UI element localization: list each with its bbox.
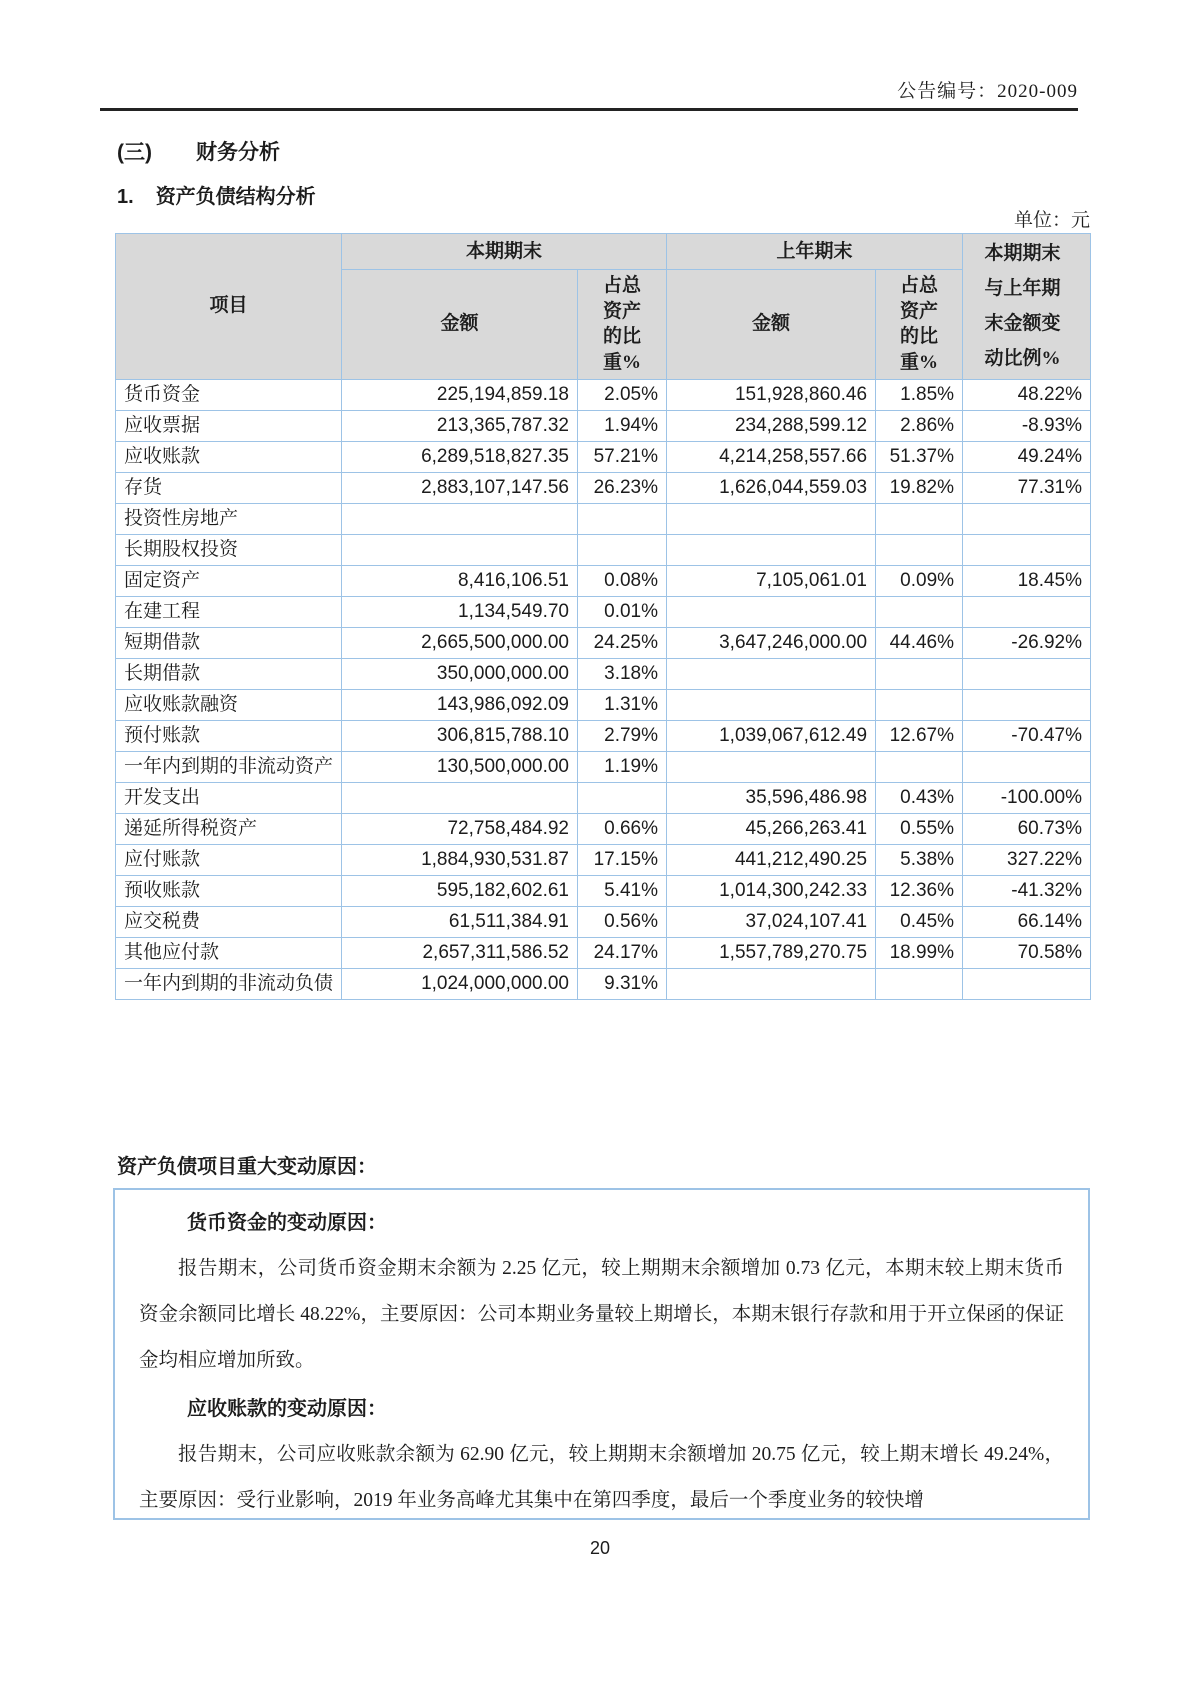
current-ratio-cell: 0.66% bbox=[578, 813, 667, 844]
current-ratio-cell: 0.08% bbox=[578, 565, 667, 596]
item-cell: 开发支出 bbox=[116, 782, 342, 813]
prior-ratio-cell bbox=[876, 534, 963, 565]
page-number: 20 bbox=[589, 1538, 611, 1558]
col-header-amount-current: 金额 bbox=[342, 270, 578, 380]
prior-ratio-cell: 5.38% bbox=[876, 844, 963, 875]
change-cell: 77.31% bbox=[963, 472, 1091, 503]
current-amount-cell: 2,883,107,147.56 bbox=[342, 472, 578, 503]
change-cell bbox=[963, 689, 1091, 720]
balance-sheet-table bbox=[115, 233, 1091, 1000]
table-row bbox=[116, 813, 1091, 844]
current-amount-cell bbox=[342, 503, 578, 534]
current-amount-cell: 595,182,602.61 bbox=[342, 875, 578, 906]
current-amount-cell: 1,884,930,531.87 bbox=[342, 844, 578, 875]
prior-ratio-cell: 51.37% bbox=[876, 441, 963, 472]
prior-amount-cell: 37,024,107.41 bbox=[667, 906, 876, 937]
header-rule bbox=[100, 108, 1078, 111]
prior-amount-cell: 4,214,258,557.66 bbox=[667, 441, 876, 472]
change-cell: -26.92% bbox=[963, 627, 1091, 658]
current-amount-cell: 350,000,000.00 bbox=[342, 658, 578, 689]
prior-ratio-cell: 0.43% bbox=[876, 782, 963, 813]
item-cell: 递延所得税资产 bbox=[116, 813, 342, 844]
current-ratio-cell: 3.18% bbox=[578, 658, 667, 689]
prior-ratio-cell bbox=[876, 503, 963, 534]
change-cell: -41.32% bbox=[963, 875, 1091, 906]
analysis-subheading-receivables: 应收账款的变动原因： bbox=[187, 1398, 387, 1420]
current-ratio-cell: 5.41% bbox=[578, 875, 667, 906]
prior-ratio-cell bbox=[876, 751, 963, 782]
prior-amount-cell bbox=[667, 751, 876, 782]
change-cell bbox=[963, 534, 1091, 565]
change-cell: 60.73% bbox=[963, 813, 1091, 844]
item-cell: 应交税费 bbox=[116, 906, 342, 937]
current-amount-cell: 2,665,500,000.00 bbox=[342, 627, 578, 658]
current-amount-cell: 306,815,788.10 bbox=[342, 720, 578, 751]
item-cell: 长期股权投资 bbox=[116, 534, 342, 565]
col-header-ratio-current bbox=[578, 270, 667, 380]
current-ratio-cell bbox=[578, 503, 667, 534]
item-cell: 一年内到期的非流动负债 bbox=[116, 968, 342, 999]
table-row bbox=[116, 844, 1091, 875]
current-ratio-cell: 9.31% bbox=[578, 968, 667, 999]
item-cell: 应付账款 bbox=[116, 844, 342, 875]
current-amount-cell: 2,657,311,586.52 bbox=[342, 937, 578, 968]
analysis-heading: 资产负债项目重大变动原因： bbox=[117, 1156, 377, 1178]
change-cell bbox=[963, 968, 1091, 999]
analysis-box bbox=[113, 1188, 1090, 1520]
subsection-number: 1. bbox=[117, 186, 134, 208]
prior-amount-cell: 1,557,789,270.75 bbox=[667, 937, 876, 968]
section-label: (三) bbox=[117, 141, 152, 164]
table-row bbox=[116, 596, 1091, 627]
table-row bbox=[116, 937, 1091, 968]
balance-table-body bbox=[116, 379, 1091, 999]
prior-ratio-cell: 12.67% bbox=[876, 720, 963, 751]
analysis-paragraph-cash: 报告期末，公司货币资金期末余额为 2.25 亿元，较上期期末余额增加 0.73 亿元，本期末较上期末货币资金余额同比增长 48.22%，主要原因：公司本期业务量较上期增长，本期末银行存款和用于开立保函的保证金均相应增加所致。 bbox=[139, 1258, 1064, 1371]
prior-ratio-cell: 0.55% bbox=[876, 813, 963, 844]
col-header-amount-prior: 金额 bbox=[667, 270, 876, 380]
prior-ratio-cell: 12.36% bbox=[876, 875, 963, 906]
item-cell: 一年内到期的非流动资产 bbox=[116, 751, 342, 782]
table-row bbox=[116, 379, 1091, 410]
prior-amount-cell: 441,212,490.25 bbox=[667, 844, 876, 875]
item-cell: 预收账款 bbox=[116, 875, 342, 906]
item-cell: 投资性房地产 bbox=[116, 503, 342, 534]
col-header-ratio-prior bbox=[876, 270, 963, 380]
col-header-ratio-current-label: 占总资产的比重% bbox=[602, 275, 641, 373]
col-header-current-period: 本期期末 bbox=[342, 234, 667, 270]
change-cell bbox=[963, 751, 1091, 782]
current-amount-cell: 213,365,787.32 bbox=[342, 410, 578, 441]
table-row bbox=[116, 751, 1091, 782]
table-row bbox=[116, 875, 1091, 906]
current-ratio-cell: 2.05% bbox=[578, 379, 667, 410]
table-row bbox=[116, 689, 1091, 720]
change-cell: 66.14% bbox=[963, 906, 1091, 937]
table-row bbox=[116, 503, 1091, 534]
table-row bbox=[116, 782, 1091, 813]
prior-amount-cell bbox=[667, 689, 876, 720]
section-title: 财务分析 bbox=[196, 141, 280, 164]
prior-ratio-cell bbox=[876, 968, 963, 999]
prior-amount-cell: 1,039,067,612.49 bbox=[667, 720, 876, 751]
current-ratio-cell: 0.01% bbox=[578, 596, 667, 627]
item-cell: 预付账款 bbox=[116, 720, 342, 751]
current-amount-cell: 1,024,000,000.00 bbox=[342, 968, 578, 999]
current-ratio-cell: 57.21% bbox=[578, 441, 667, 472]
current-amount-cell: 1,134,549.70 bbox=[342, 596, 578, 627]
subsection-title: 资产负债结构分析 bbox=[155, 186, 316, 208]
current-amount-cell: 143,986,092.09 bbox=[342, 689, 578, 720]
prior-amount-cell: 45,266,263.41 bbox=[667, 813, 876, 844]
prior-ratio-cell: 44.46% bbox=[876, 627, 963, 658]
prior-amount-cell bbox=[667, 968, 876, 999]
prior-amount-cell: 3,647,246,000.00 bbox=[667, 627, 876, 658]
analysis-subheading-cash: 货币资金的变动原因： bbox=[187, 1212, 387, 1234]
table-row bbox=[116, 968, 1091, 999]
change-cell: 18.45% bbox=[963, 565, 1091, 596]
current-ratio-cell: 0.56% bbox=[578, 906, 667, 937]
item-cell: 存货 bbox=[116, 472, 342, 503]
current-amount-cell bbox=[342, 782, 578, 813]
table-row bbox=[116, 534, 1091, 565]
prior-amount-cell: 234,288,599.12 bbox=[667, 410, 876, 441]
prior-amount-cell bbox=[667, 596, 876, 627]
change-cell: 327.22% bbox=[963, 844, 1091, 875]
table-row bbox=[116, 720, 1091, 751]
table-row bbox=[116, 410, 1091, 441]
analysis-paragraph-receivables: 报告期末，公司应收账款余额为 62.90 亿元，较上期期末余额增加 20.75 亿元，较上期末增长 49.24%，主要原因：受行业影响，2019 年业务高峰尤其集中在第四季度，最后一个季度业务的较快增 bbox=[139, 1444, 1064, 1511]
prior-amount-cell: 7,105,061.01 bbox=[667, 565, 876, 596]
col-header-change bbox=[963, 234, 1091, 380]
table-row bbox=[116, 627, 1091, 658]
table-row bbox=[116, 472, 1091, 503]
current-ratio-cell: 2.79% bbox=[578, 720, 667, 751]
item-cell: 长期借款 bbox=[116, 658, 342, 689]
prior-ratio-cell bbox=[876, 658, 963, 689]
current-ratio-cell: 1.94% bbox=[578, 410, 667, 441]
prior-ratio-cell bbox=[876, 596, 963, 627]
current-ratio-cell: 26.23% bbox=[578, 472, 667, 503]
change-cell: -100.00% bbox=[963, 782, 1091, 813]
current-amount-cell: 130,500,000.00 bbox=[342, 751, 578, 782]
item-cell: 应收票据 bbox=[116, 410, 342, 441]
current-amount-cell bbox=[342, 534, 578, 565]
current-ratio-cell: 1.31% bbox=[578, 689, 667, 720]
change-cell bbox=[963, 503, 1091, 534]
item-cell: 应收账款融资 bbox=[116, 689, 342, 720]
prior-ratio-cell bbox=[876, 689, 963, 720]
current-ratio-cell: 24.17% bbox=[578, 937, 667, 968]
table-row bbox=[116, 565, 1091, 596]
col-header-ratio-prior-label: 占总资产的比重% bbox=[900, 275, 939, 373]
current-amount-cell: 6,289,518,827.35 bbox=[342, 441, 578, 472]
change-cell: -8.93% bbox=[963, 410, 1091, 441]
current-amount-cell: 225,194,859.18 bbox=[342, 379, 578, 410]
change-cell: 70.58% bbox=[963, 937, 1091, 968]
item-cell: 应收账款 bbox=[116, 441, 342, 472]
prior-amount-cell: 1,626,044,559.03 bbox=[667, 472, 876, 503]
prior-ratio-cell: 0.09% bbox=[876, 565, 963, 596]
current-ratio-cell: 17.15% bbox=[578, 844, 667, 875]
change-cell: 48.22% bbox=[963, 379, 1091, 410]
table-row bbox=[116, 441, 1091, 472]
col-header-prior-period: 上年期末 bbox=[667, 234, 963, 270]
table-row bbox=[116, 658, 1091, 689]
prior-amount-cell bbox=[667, 658, 876, 689]
item-cell: 短期借款 bbox=[116, 627, 342, 658]
change-cell: 49.24% bbox=[963, 441, 1091, 472]
prior-amount-cell: 35,596,486.98 bbox=[667, 782, 876, 813]
prior-amount-cell: 151,928,860.46 bbox=[667, 379, 876, 410]
item-cell: 其他应付款 bbox=[116, 937, 342, 968]
current-ratio-cell bbox=[578, 782, 667, 813]
prior-ratio-cell: 19.82% bbox=[876, 472, 963, 503]
unit-label: 单位：元 bbox=[1013, 210, 1090, 231]
col-header-change-label: 本期期末与上年期末金额变动比例% bbox=[984, 243, 1061, 370]
current-ratio-cell: 24.25% bbox=[578, 627, 667, 658]
prior-amount-cell bbox=[667, 503, 876, 534]
current-ratio-cell: 1.19% bbox=[578, 751, 667, 782]
table-row bbox=[116, 906, 1091, 937]
doc-number: 公告编号：2020-009 bbox=[897, 81, 1078, 102]
table-header bbox=[116, 234, 1091, 380]
prior-ratio-cell: 18.99% bbox=[876, 937, 963, 968]
item-cell: 在建工程 bbox=[116, 596, 342, 627]
item-cell: 固定资产 bbox=[116, 565, 342, 596]
change-cell bbox=[963, 658, 1091, 689]
current-amount-cell: 61,511,384.91 bbox=[342, 906, 578, 937]
prior-ratio-cell: 0.45% bbox=[876, 906, 963, 937]
current-amount-cell: 8,416,106.51 bbox=[342, 565, 578, 596]
item-cell: 货币资金 bbox=[116, 379, 342, 410]
section-heading bbox=[117, 136, 280, 166]
col-header-item: 项目 bbox=[116, 234, 342, 380]
prior-ratio-cell: 2.86% bbox=[876, 410, 963, 441]
current-amount-cell: 72,758,484.92 bbox=[342, 813, 578, 844]
prior-ratio-cell: 1.85% bbox=[876, 379, 963, 410]
prior-amount-cell: 1,014,300,242.33 bbox=[667, 875, 876, 906]
change-cell: -70.47% bbox=[963, 720, 1091, 751]
current-ratio-cell bbox=[578, 534, 667, 565]
change-cell bbox=[963, 596, 1091, 627]
prior-amount-cell bbox=[667, 534, 876, 565]
